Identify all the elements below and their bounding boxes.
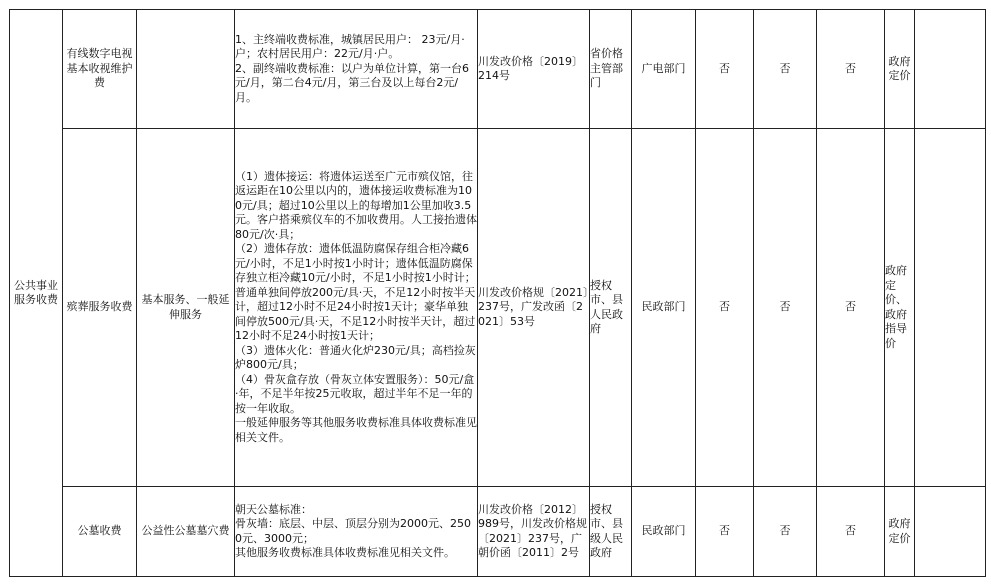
blank-cell [915, 10, 986, 129]
detail-line: （2）遗体存放：遗体低温防腐保存组合柜冷藏6元/小时，不足1小时按1小时计；遗体低温防腐保存独立柜冷藏10元/小时，不足1小时按1小时计；普通单独间停放200元/具·天，不足12小时按半天计，超过12小时不足24小时按1天计；豪华单独间停放500元/具·天，不足12小时按半天计，超过12小时不足24小时按1天计； [235, 242, 476, 343]
dept-cell: 民政部门 [632, 129, 696, 487]
detail-line: （1）遗体接运：将遗体运送至广元市殡仪馆，往返运距在10公里以内的，遗体接运收费标准为100元/具；超过10公里以上的每增加1公里加收3.5元。客户搭乘殡仪车的不加收费用。人工接抬遗体80元/次·具； [235, 169, 477, 241]
table-row [10, 10, 986, 129]
form-cell: 政府定价 [885, 487, 915, 577]
table-row [10, 487, 986, 577]
flag-c-cell: 否 [817, 129, 885, 487]
form-cell: 政府定价 [885, 10, 915, 129]
detail-cell [235, 487, 478, 577]
flag-a-cell: 否 [696, 487, 754, 577]
flag-a-cell: 否 [696, 10, 754, 129]
detail-line: （4）骨灰盒存放（骨灰立体安置服务）：50元/盒·年，不足半年按25元收取，超过半年不足一年的按一年收取。 [235, 372, 475, 415]
item-cell: 有线数字电视基本收视维护费 [63, 10, 137, 129]
flag-c-cell: 否 [817, 487, 885, 577]
fee-table [9, 9, 986, 577]
category-cell: 公共事业服务收费 [10, 10, 63, 577]
detail-line: 2、副终端收费标准：以户为单位计算，第一台6元/月，第二台4元/月，第三台及以上每台2元/月。 [235, 61, 469, 104]
detail-line: 朝天公墓标准： [235, 502, 312, 516]
dept-cell: 广电部门 [632, 10, 696, 129]
table-row [10, 129, 986, 487]
detail-line: （3）遗体火化：普通火化炉230元/具；高档捡灰炉800元/具； [235, 343, 476, 372]
detail-cell [235, 10, 478, 129]
item-cell: 公墓收费 [63, 487, 137, 577]
dept-cell: 民政部门 [632, 487, 696, 577]
authority-cell: 省价格主管部门 [590, 10, 632, 129]
detail-cell [235, 129, 478, 487]
form-cell: 政府定价、政府指导价 [885, 129, 915, 487]
blank-cell [915, 487, 986, 577]
basis-cell: 川发改价格规〔2021〕237号，广发改函〔2021〕53号 [478, 129, 590, 487]
flag-b-cell: 否 [754, 10, 817, 129]
basis-cell: 川发改价格〔2012〕989号，川发改价格规〔2021〕237号，广朝价函〔2011〕2号 [478, 487, 590, 577]
item-cell: 殡葬服务收费 [63, 129, 137, 487]
subitem-cell: 基本服务、一般延伸服务 [137, 129, 235, 487]
flag-b-cell: 否 [754, 487, 817, 577]
flag-b-cell: 否 [754, 129, 817, 487]
flag-a-cell: 否 [696, 129, 754, 487]
detail-line: 骨灰墙：底层、中层、顶层分别为2000元、2500元、3000元； [235, 517, 471, 545]
basis-cell: 川发改价格〔2019〕214号 [478, 10, 590, 129]
detail-line: 1、主终端收费标准，城镇居民用户： 23元/月·户；农村居民用户：22元/月·户。 [235, 32, 465, 61]
authority-cell: 授权市、县级人民政府 [590, 487, 632, 577]
detail-line: 其他服务收费标准具体收费标准见相关文件。 [235, 546, 455, 559]
flag-c-cell: 否 [817, 10, 885, 129]
blank-cell [915, 129, 986, 487]
authority-cell: 授权市、县人民政府 [590, 129, 632, 487]
subitem-cell: 公益性公墓墓穴费 [137, 487, 235, 577]
detail-line: 一般延伸服务等其他服务收费标准具体收费标准见相关文件。 [235, 416, 477, 444]
subitem-cell [137, 10, 235, 129]
